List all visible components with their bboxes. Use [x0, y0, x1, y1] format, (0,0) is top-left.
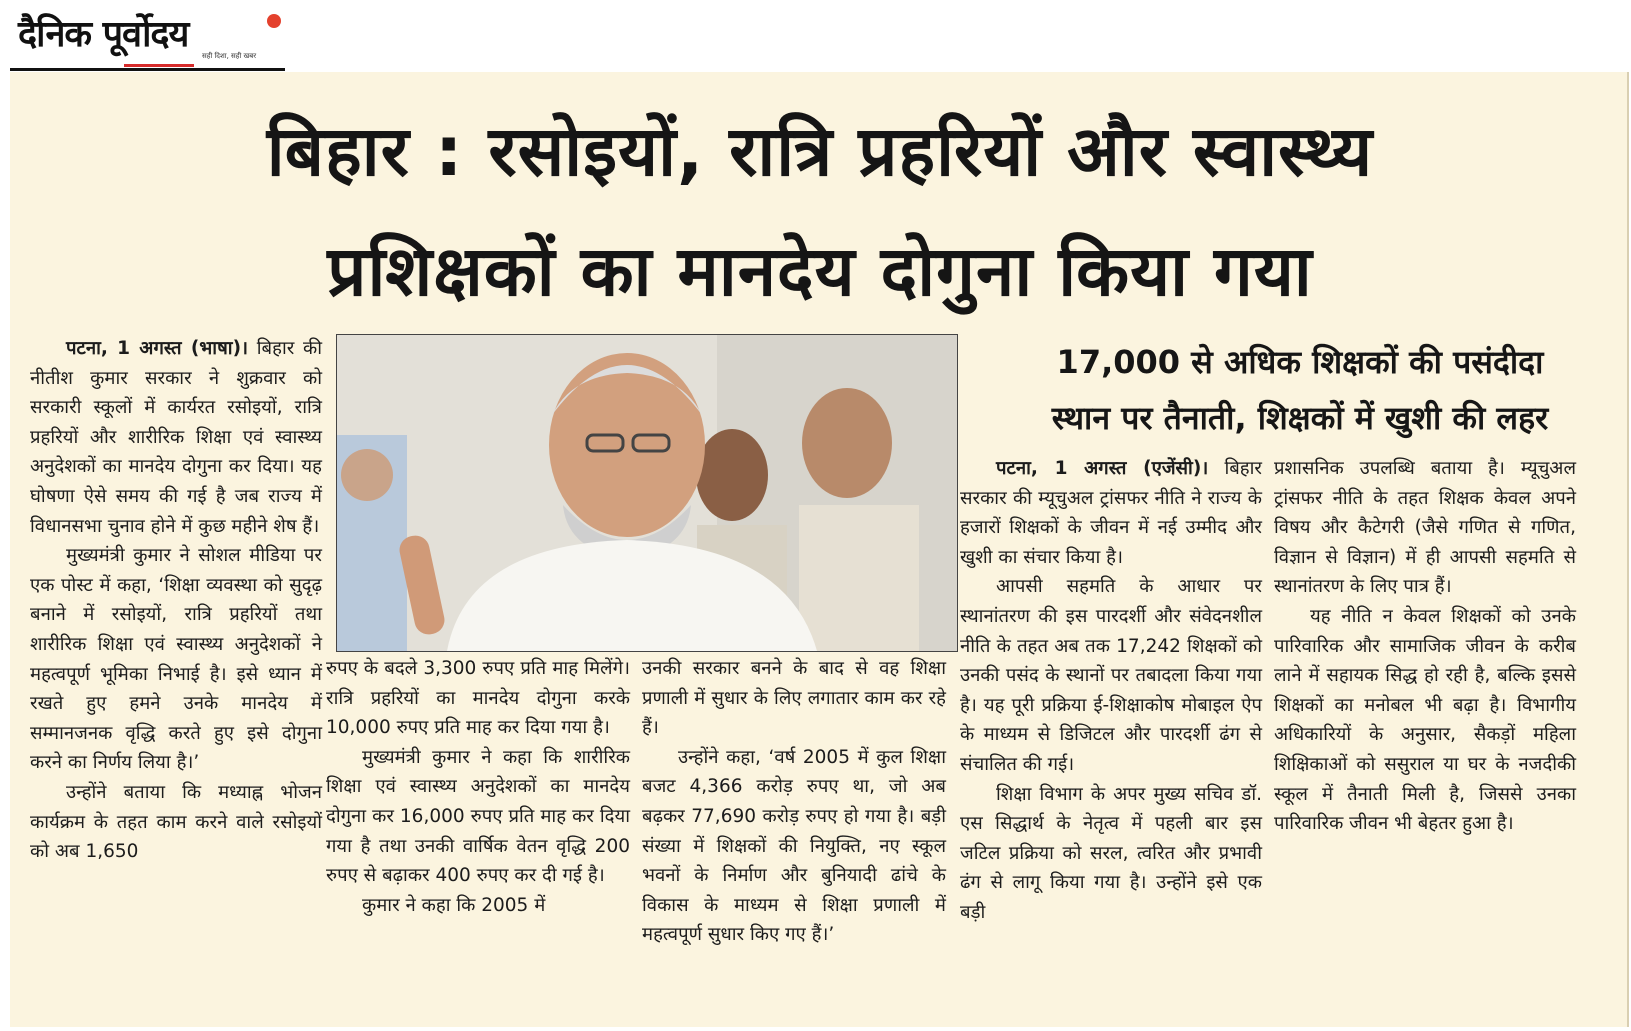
story1-column-1: [30, 334, 322, 867]
chief-minister-photo: [336, 334, 958, 652]
story1-paragraph: उनकी सरकार बनने के बाद से वह शिक्षा प्रणाली में सुधार के लिए लगातार काम कर रहे हैं।: [642, 658, 946, 739]
story1-paragraph: मुख्यमंत्री कुमार ने कहा कि शारीरिक शिक्षा एवं स्वास्थ्य अनुदेशकों का मानदेय दोगुना कर 16,000 रुपए प्रति माह कर दिया गया है तथा उनकी वार्षिक वेतन वृद्धि 200 रुपए से बढ़ाकर 400 रुपए कर दी गई है।: [326, 746, 630, 887]
secondary-headline-line-1: 17,000 से अधिक शिक्षकों की पसंदीदा: [1056, 343, 1544, 381]
story1-dateline: पटना, 1 अगस्त (भाषा)।: [66, 338, 249, 359]
masthead-rule: [10, 68, 285, 71]
brand-logo: दैनिक पूर्वोदय: [18, 14, 189, 55]
tagline: सही दिशा, सही खबर: [202, 52, 257, 60]
story2-column-2: [1274, 454, 1576, 839]
story1-column-3: [642, 654, 946, 950]
story2-column-1: [960, 454, 1262, 928]
story1-paragraph: कुमार ने कहा कि 2005 में: [362, 894, 546, 916]
masthead-accent: [124, 64, 194, 67]
story1-paragraph: उन्होंने बताया कि मध्याह्न भोजन कार्यक्रम के तहत काम करने वाले रसोइयों को अब 1,650: [30, 781, 322, 863]
story2-paragraph: बिहार सरकार की म्यूचुअल ट्रांसफर नीति ने राज्य के हजारों शिक्षकों के जीवन में नई उम्मीद और खुशी का संचार किया है।: [960, 458, 1262, 568]
story2-paragraph: आपसी सहमति के आधार पर स्थानांतरण की इस पारदर्शी और संवेदनशील नीति के तहत अब तक 17,242 शिक्षकों को उनकी पसंद के स्थानों पर तबादला किया गया है। यह पूरी प्रक्रिया ई-शिक्षाकोष मोबाइल ऐप के माध्यम से डिजिटल और पारदर्शी ढंग से संचालित की गई।: [960, 576, 1262, 775]
masthead: [12, 4, 287, 70]
logo-dot-icon: [267, 14, 281, 28]
story2-dateline: पटना, 1 अगस्त (एजेंसी)।: [996, 458, 1209, 479]
photo-illustration: [337, 335, 957, 651]
headline-line-2: प्रशिक्षकों का मानदेय दोगुना किया गया: [327, 232, 1313, 312]
story1-paragraph: उन्होंने कहा, ‘वर्ष 2005 में कुल शिक्षा बजट 4,366 करोड़ रुपए था, जो अब बढ़कर 77,690 करोड़ रुपए हो गया है। बड़ी संख्या में शिक्षकों की नियुक्ति, नए स्कूल भवनों के निर्माण और बुनियादी ढांचे के विकास के माध्यम से शिक्षा प्रणाली में महत्वपूर्ण सुधार किए गए हैं।’: [642, 746, 946, 946]
story2-paragraph: यह नीति न केवल शिक्षकों को उनके पारिवारिक और सामाजिक जीवन के करीब लाने में सहायक सिद्ध हो रही है, बल्कि इससे शिक्षकों का मनोबल भी बढ़ा है। विभागीय अधिकारियों के अनुसार, सैकड़ों महिला शिक्षिकाओं को ससुराल या घर के नजदीकी स्कूल में तैनाती मिली है, जिससे उनका पारिवारिक जीवन भी बेहतर हुआ है।: [1274, 605, 1576, 835]
story1-paragraph: बिहार की नीतीश कुमार सरकार ने शुक्रवार को सरकारी स्कूलों में कार्यरत रसोइयों, रात्रि प्रहरियों और शारीरिक शिक्षा एवं स्वास्थ्य अनुदेशकों का मानदेय दोगुना कर दिया। यह घोषणा ऐसे समय की गई है जब राज्य में विधानसभा चुनाव होने में कुछ महीने शेष हैं।: [30, 338, 322, 537]
story2-paragraph: शिक्षा विभाग के अपर मुख्य सचिव डॉ. एस सिद्धार्थ के नेतृत्व में पहली बार इस जटिल प्रक्रिया को सरल, त्वरित और प्रभावी ढंग से लागू किया गया है। उन्होंने इसे एक बड़ी: [960, 783, 1262, 923]
story1-paragraph: मुख्यमंत्री कुमार ने सोशल मीडिया पर एक पोस्ट में कहा, ‘शिक्षा व्यवस्था को सुदृढ़ बनाने में रसोइयों, रात्रि प्रहरियों तथा शारीरिक शिक्षा एवं स्वास्थ्य अनुदेशकों ने महत्वपूर्ण भूमिका निभाई है। इसे ध्यान में रखते हुए हमने उनके मानदेय में सम्मानजनक वृद्धि करते हुए इसे दोगुना करने का निर्णय लिया है।’: [30, 545, 322, 774]
newspaper-clipping: [10, 72, 1629, 1027]
secondary-headline: [1000, 334, 1600, 446]
story1-column-2: [326, 654, 630, 920]
main-headline: [30, 92, 1610, 332]
story1-paragraph: रुपए के बदले 3,300 रुपए प्रति माह मिलेंगे। रात्रि प्रहरियों का मानदेय दोगुना करके 10,000 रुपए प्रति माह कर दिया गया है।: [326, 658, 630, 739]
story2-paragraph: प्रशासनिक उपलब्धि बताया है। म्यूचुअल ट्रांसफर नीति के तहत शिक्षक केवल अपने विषय और कैटेगरी (जैसे गणित से गणित, विज्ञान से विज्ञान) में ही आपसी सहमति से स्थानांतरण के लिए पात्र हैं।: [1274, 458, 1576, 598]
headline-line-1: बिहार : रसोइयों, रात्रि प्रहरियों और स्वास्थ्य: [266, 112, 1374, 192]
secondary-headline-line-2: स्थान पर तैनाती, शिक्षकों में खुशी की लहर: [1051, 399, 1549, 437]
